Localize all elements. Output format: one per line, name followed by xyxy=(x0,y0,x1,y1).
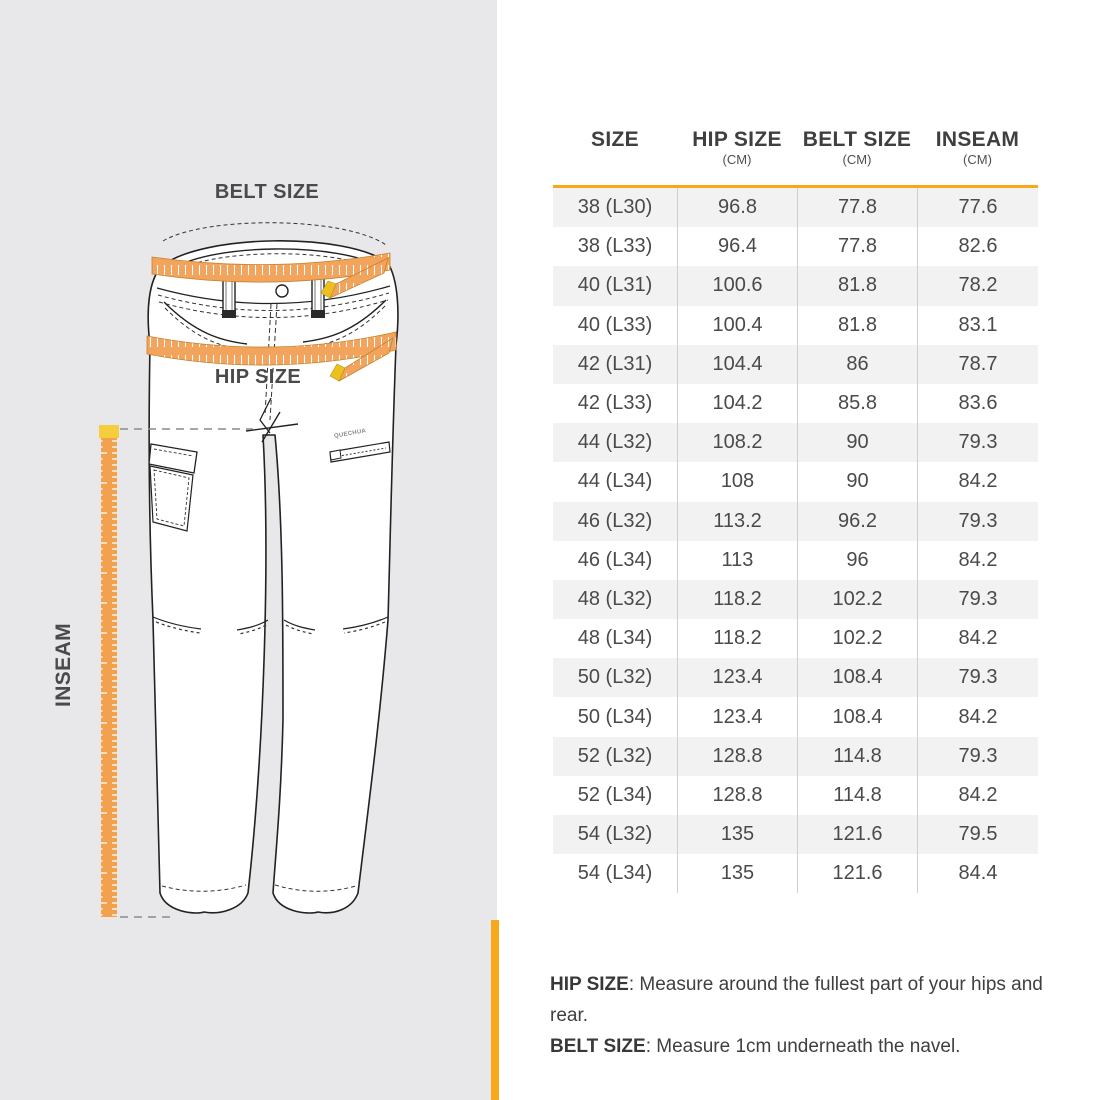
table-cell: 48 (L32) xyxy=(577,587,653,610)
table-cell: 42 (L31) xyxy=(577,352,653,375)
table-cell: 77.6 xyxy=(917,188,1038,227)
hip-size-footnote-term: HIP SIZE xyxy=(550,974,629,995)
hip-size-footnote xyxy=(550,969,1080,1031)
table-cell: 79.3 xyxy=(917,502,1038,541)
table-cell: 114.8 xyxy=(797,737,917,776)
table-cell: 44 (L34) xyxy=(577,470,653,493)
table-row xyxy=(553,306,1038,345)
table-cell: 84.2 xyxy=(917,462,1038,501)
waist-button xyxy=(276,285,288,297)
ruler-cap xyxy=(99,425,119,438)
pants-outline xyxy=(148,223,398,913)
table-cell: 44 (L32) xyxy=(577,431,653,454)
table-cell: 123.4 xyxy=(677,697,797,736)
table-cell: 79.3 xyxy=(917,423,1038,462)
belt-size-footnote-text: : Measure 1cm underneath the navel. xyxy=(645,1036,961,1057)
table-cell: 96.8 xyxy=(677,188,797,227)
table-cell: 123.4 xyxy=(677,658,797,697)
table-cell: 90 xyxy=(797,423,917,462)
measurement-diagram-panel xyxy=(0,0,497,1100)
table-cell: 78.2 xyxy=(917,266,1038,305)
table-cell: 85.8 xyxy=(797,384,917,423)
table-cell: 128.8 xyxy=(677,737,797,776)
table-cell: 82.6 xyxy=(917,227,1038,266)
table-cell: 77.8 xyxy=(797,188,917,227)
table-cell: 46 (L34) xyxy=(577,548,653,571)
table-cell: 84.2 xyxy=(917,541,1038,580)
table-cell: 108.4 xyxy=(797,658,917,697)
table-row xyxy=(553,384,1038,423)
footnotes xyxy=(550,969,1080,1062)
table-cell: 50 (L34) xyxy=(577,705,653,728)
table-cell: 100.6 xyxy=(677,266,797,305)
table-row xyxy=(553,266,1038,305)
table-cell: 54 (L34) xyxy=(577,862,653,885)
table-cell: 46 (L32) xyxy=(577,509,653,532)
table-cell: 118.2 xyxy=(677,580,797,619)
size-table-body xyxy=(553,188,1038,893)
table-row xyxy=(553,423,1038,462)
table-cell: 114.8 xyxy=(797,776,917,815)
size-table-header xyxy=(553,128,1038,168)
table-cell: 108.4 xyxy=(797,697,917,736)
table-cell: 96.2 xyxy=(797,502,917,541)
table-cell: 108.2 xyxy=(677,423,797,462)
table-row xyxy=(553,737,1038,776)
hip-size-label: HIP SIZE xyxy=(214,366,302,388)
table-row xyxy=(553,697,1038,736)
table-row xyxy=(553,345,1038,384)
table-cell: 38 (L30) xyxy=(577,196,653,219)
table-row xyxy=(553,541,1038,580)
pants-measurement-illustration xyxy=(0,0,497,1100)
table-cell: 84.2 xyxy=(917,619,1038,658)
table-row xyxy=(553,854,1038,893)
table-cell: 104.2 xyxy=(677,384,797,423)
table-row xyxy=(553,815,1038,854)
table-cell: 135 xyxy=(677,815,797,854)
table-cell: 78.7 xyxy=(917,345,1038,384)
column-header-belt-size: BELT SIZE (CM) xyxy=(802,128,912,167)
table-cell: 48 (L34) xyxy=(577,627,653,650)
belt-size-label: BELT SIZE xyxy=(214,181,320,203)
table-cell: 100.4 xyxy=(677,306,797,345)
accent-bar xyxy=(491,920,499,1100)
table-cell: 96.4 xyxy=(677,227,797,266)
hip-size-footnote-text: : Measure around the fullest part of your hips and rear. xyxy=(550,974,1043,1026)
table-cell: 42 (L33) xyxy=(577,392,653,415)
table-row xyxy=(553,227,1038,266)
inseam-label: INSEAM xyxy=(52,622,75,708)
column-header-size: SIZE xyxy=(591,128,639,151)
table-row xyxy=(553,188,1038,227)
table-cell: 38 (L33) xyxy=(577,235,653,258)
belt-size-footnote-term: BELT SIZE xyxy=(550,1036,646,1057)
table-cell: 50 (L32) xyxy=(577,666,653,689)
table-cell: 81.8 xyxy=(797,306,917,345)
table-cell: 113 xyxy=(677,541,797,580)
table-cell: 77.8 xyxy=(797,227,917,266)
table-cell: 84.4 xyxy=(917,854,1038,893)
table-cell: 84.2 xyxy=(917,776,1038,815)
table-cell: 118.2 xyxy=(677,619,797,658)
table-cell: 79.3 xyxy=(917,658,1038,697)
size-table xyxy=(553,128,1038,893)
table-cell: 90 xyxy=(797,462,917,501)
table-cell: 84.2 xyxy=(917,697,1038,736)
table-row xyxy=(553,619,1038,658)
table-row xyxy=(553,580,1038,619)
table-cell: 102.2 xyxy=(797,580,917,619)
inseam-ruler xyxy=(99,425,119,917)
table-cell: 135 xyxy=(677,854,797,893)
table-cell: 128.8 xyxy=(677,776,797,815)
column-header-inseam: INSEAM (CM) xyxy=(935,128,1020,167)
table-cell: 52 (L34) xyxy=(577,783,653,806)
table-cell: 83.6 xyxy=(917,384,1038,423)
table-row xyxy=(553,658,1038,697)
table-cell: 83.1 xyxy=(917,306,1038,345)
table-cell: 79.5 xyxy=(917,815,1038,854)
belt-size-footnote xyxy=(550,1031,1080,1062)
table-cell: 79.3 xyxy=(917,737,1038,776)
table-cell: 121.6 xyxy=(797,854,917,893)
table-cell: 40 (L33) xyxy=(577,313,653,336)
table-cell: 113.2 xyxy=(677,502,797,541)
table-cell: 81.8 xyxy=(797,266,917,305)
table-cell: 96 xyxy=(797,541,917,580)
brand-label: QUECHUA xyxy=(333,428,367,440)
table-row xyxy=(553,776,1038,815)
table-cell: 104.4 xyxy=(677,345,797,384)
table-row xyxy=(553,502,1038,541)
table-cell: 108 xyxy=(677,462,797,501)
table-cell: 79.3 xyxy=(917,580,1038,619)
table-cell: 102.2 xyxy=(797,619,917,658)
table-cell: 121.6 xyxy=(797,815,917,854)
table-cell: 86 xyxy=(797,345,917,384)
table-cell: 52 (L32) xyxy=(577,744,653,767)
table-row xyxy=(553,462,1038,501)
table-cell: 54 (L32) xyxy=(577,823,653,846)
table-cell: 40 (L31) xyxy=(577,274,653,297)
column-header-hip-size: HIP SIZE (CM) xyxy=(692,128,782,167)
